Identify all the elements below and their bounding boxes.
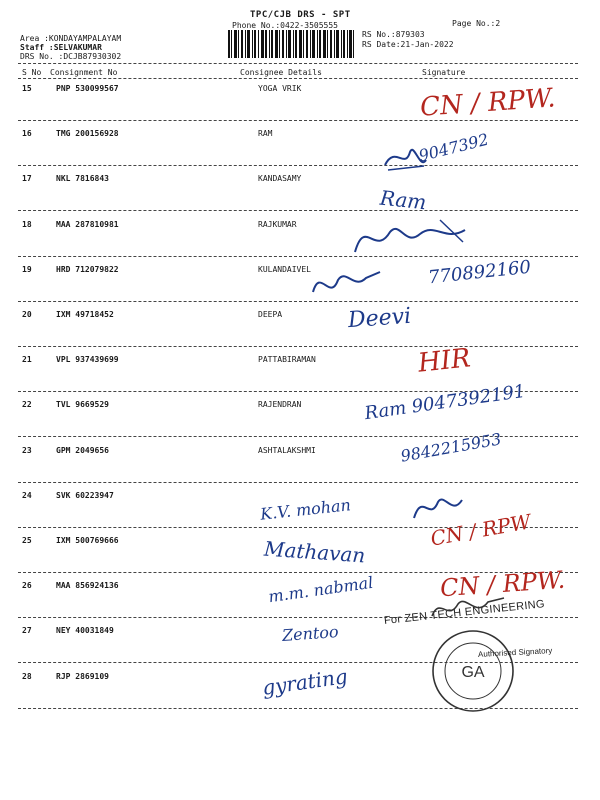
row-divider (18, 256, 578, 257)
phone-number: Phone No.:0422-3505555 (232, 21, 338, 30)
rs-date: RS Date:21-Jan-2022 (362, 40, 454, 49)
row-consignment-number: IXM 500769666 (56, 536, 119, 545)
row-serial-number: 16 (22, 129, 32, 138)
row-serial-number: 17 (22, 174, 32, 183)
rs-number: RS No.:879303 (362, 30, 425, 39)
row-divider (18, 301, 578, 302)
row-consignment-number: SVK 60223947 (56, 491, 114, 500)
row-consignee-name: DEEPA (258, 310, 283, 319)
handwritten-note: CN / RPW (428, 509, 533, 551)
row-consignment-number: NEY 40031849 (56, 626, 114, 635)
handwritten-note: 770892160 (427, 256, 532, 289)
column-header-sno: S No (22, 68, 42, 77)
row-serial-number: 25 (22, 536, 32, 545)
row-consignment-number: MAA 287810981 (56, 220, 119, 229)
page-number: Page No.:2 (452, 19, 501, 28)
handwritten-note: Deevi (347, 303, 412, 334)
row-consignment-number: TVL 9669529 (56, 400, 109, 409)
handwritten-note: Ram (378, 185, 428, 215)
handwritten-note: CN / RPW. (419, 83, 557, 123)
column-header-consignment: Consignment No (50, 68, 118, 77)
column-header-consignee: Consignee Details (240, 68, 322, 77)
handwritten-note: gyrating (260, 664, 349, 700)
barcode-icon (228, 30, 354, 58)
authorised-signatory: Authorised Signatory (477, 646, 553, 659)
scribble-signature-icon (428, 588, 508, 628)
company-stamp-text: For ZEN TECH ENGINEERING (383, 598, 546, 627)
handwritten-note: CN / RPW. (439, 565, 566, 603)
row-consignment-number: NKL 7816843 (56, 174, 109, 183)
seal-initials: GA (461, 664, 485, 681)
handwritten-note: Zentoo (281, 622, 340, 645)
row-serial-number: 28 (22, 672, 32, 681)
row-divider (18, 165, 578, 166)
handwritten-note: 9842215953 (399, 429, 503, 466)
header-divider-top (18, 63, 578, 64)
column-header-signature: Signature (422, 68, 466, 77)
row-serial-number: 21 (22, 355, 32, 364)
row-serial-number: 26 (22, 581, 32, 590)
row-divider (18, 120, 578, 121)
company-seal-icon (430, 628, 516, 714)
scribble-signature-icon (380, 140, 430, 176)
row-divider (18, 482, 578, 483)
row-consignee-name: KANDASAMY (258, 174, 302, 183)
row-consignee-name: RAJENDRAN (258, 400, 302, 409)
header-divider-bottom (18, 78, 578, 79)
row-serial-number: 19 (22, 265, 32, 274)
handwritten-note: HIR (416, 343, 472, 379)
row-consignee-name: KULANDAIVEL (258, 265, 311, 274)
handwritten-note: m.m. nabmal (267, 572, 375, 607)
row-consignee-name: RAJKUMAR (258, 220, 297, 229)
handwritten-note: Ram 9047392191 (363, 380, 527, 425)
scribble-signature-icon (345, 212, 485, 262)
row-consignment-number: RJP 2869109 (56, 672, 109, 681)
row-consignee-name: ASHTALAKSHMI (258, 446, 316, 455)
handwritten-note: Mathavan (263, 536, 367, 568)
document-title: TPC/CJB DRS - SPT (250, 10, 351, 20)
row-serial-number: 24 (22, 491, 32, 500)
staff-label: Staff :SELVAKUMAR (20, 43, 102, 52)
row-consignment-number: VPL 937439699 (56, 355, 119, 364)
row-serial-number: 27 (22, 626, 32, 635)
row-serial-number: 22 (22, 400, 32, 409)
row-consignment-number: GPM 2049656 (56, 446, 109, 455)
row-serial-number: 18 (22, 220, 32, 229)
row-serial-number: 23 (22, 446, 32, 455)
row-consignment-number: HRD 712079822 (56, 265, 119, 274)
row-consignee-name: YOGA VRIK (258, 84, 302, 93)
handwritten-note: 9047392 (416, 129, 491, 166)
drs-number: DRS No. :DCJB87930302 (20, 52, 122, 61)
row-consignee-name: RAM (258, 129, 273, 138)
row-divider (18, 346, 578, 347)
row-consignment-number: IXM 49718452 (56, 310, 114, 319)
row-divider (18, 210, 578, 211)
row-consignee-name: PATTABIRAMAN (258, 355, 316, 364)
row-consignment-number: MAA 856924136 (56, 581, 119, 590)
handwritten-note: K.V. mohan (259, 495, 352, 524)
row-consignment-number: TMG 200156928 (56, 129, 119, 138)
scribble-signature-icon (308, 262, 388, 302)
row-serial-number: 15 (22, 84, 32, 93)
area-label: Area :KONDAYAMPALAYAM (20, 34, 122, 43)
row-serial-number: 20 (22, 310, 32, 319)
row-consignment-number: PNP 530099567 (56, 84, 119, 93)
